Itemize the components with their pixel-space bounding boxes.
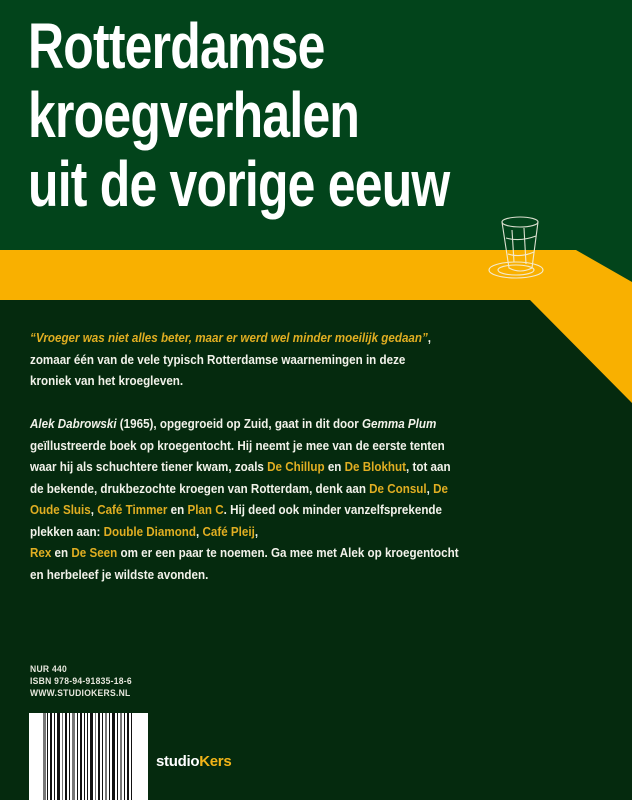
bar-name: De Consul xyxy=(369,481,427,496)
book-metadata xyxy=(30,664,132,700)
bar-name: De Blokhut xyxy=(344,460,407,474)
isbn-barcode xyxy=(29,713,148,800)
body-text: en xyxy=(324,460,345,474)
blurb-quote-paragraph xyxy=(30,328,439,393)
title-line-3: uit de vorige eeuw xyxy=(28,148,450,220)
isbn-number: ISBN 978-94-91835-18-6 xyxy=(30,676,132,687)
barcode-icon xyxy=(29,713,148,800)
body-text: , xyxy=(426,481,434,496)
publisher-logo-part2: Kers xyxy=(199,753,232,770)
title-line-1: Rotterdamse xyxy=(28,10,325,82)
bar-name: Café Pleij xyxy=(202,524,255,539)
bar-name: Café Timmer xyxy=(97,503,168,517)
bar-name: De Seen xyxy=(71,546,118,560)
illustrator-name: Gemma Plum xyxy=(362,417,437,431)
title-line-2: kroegverhalen xyxy=(28,79,360,151)
author-name: Alek Dabrowski xyxy=(30,417,117,431)
body-text: en xyxy=(51,546,72,560)
body-text: , xyxy=(196,524,203,539)
blurb-body-paragraph xyxy=(30,414,467,586)
body-text: , tot aan de bekende, drukbezochte kroegen van Rotterdam, denk aan xyxy=(30,460,451,496)
bar-name: Double Diamond xyxy=(103,524,197,539)
body-text: en xyxy=(167,503,188,517)
body-text: (1965), opgegroeid op Zuid, gaat in dit door xyxy=(116,417,363,431)
body-text: geïllustreerde boek op kroegentocht. Hij neemt je mee van de eerste tenten waar hij als schuchtere tiener kwam, zoals xyxy=(30,438,445,474)
publisher-logo xyxy=(156,753,231,770)
quote-text: “Vroeger was niet alles beter, maar er werd wel minder moeilijk gedaan” xyxy=(30,331,428,345)
bar-name: Rex xyxy=(30,546,52,560)
bar-name: De Chillup xyxy=(267,460,325,474)
book-title xyxy=(28,12,449,219)
bar-name: De Oude Sluis xyxy=(30,481,448,517)
quote-followup: zomaar één van de vele typisch Rotterdamse waarnemingen in deze kroniek van het kroegleven. xyxy=(30,352,406,388)
body-text: om er een paar te noemen. Ga mee met Alek op kroegentocht en herbeleef je wildste avonden. xyxy=(30,546,459,582)
publisher-logo-part1: studio xyxy=(156,753,200,770)
body-text: . Hij deed ook minder vanzelfsprekende plekken aan: xyxy=(30,503,442,539)
body-text: , xyxy=(90,503,98,517)
nur-code: NUR 440 xyxy=(30,664,68,675)
quote-comma: , xyxy=(427,331,432,345)
bar-name: Plan C xyxy=(187,503,224,517)
body-text: , xyxy=(254,524,259,539)
publisher-website: WWW.STUDIOKERS.NL xyxy=(30,688,131,699)
